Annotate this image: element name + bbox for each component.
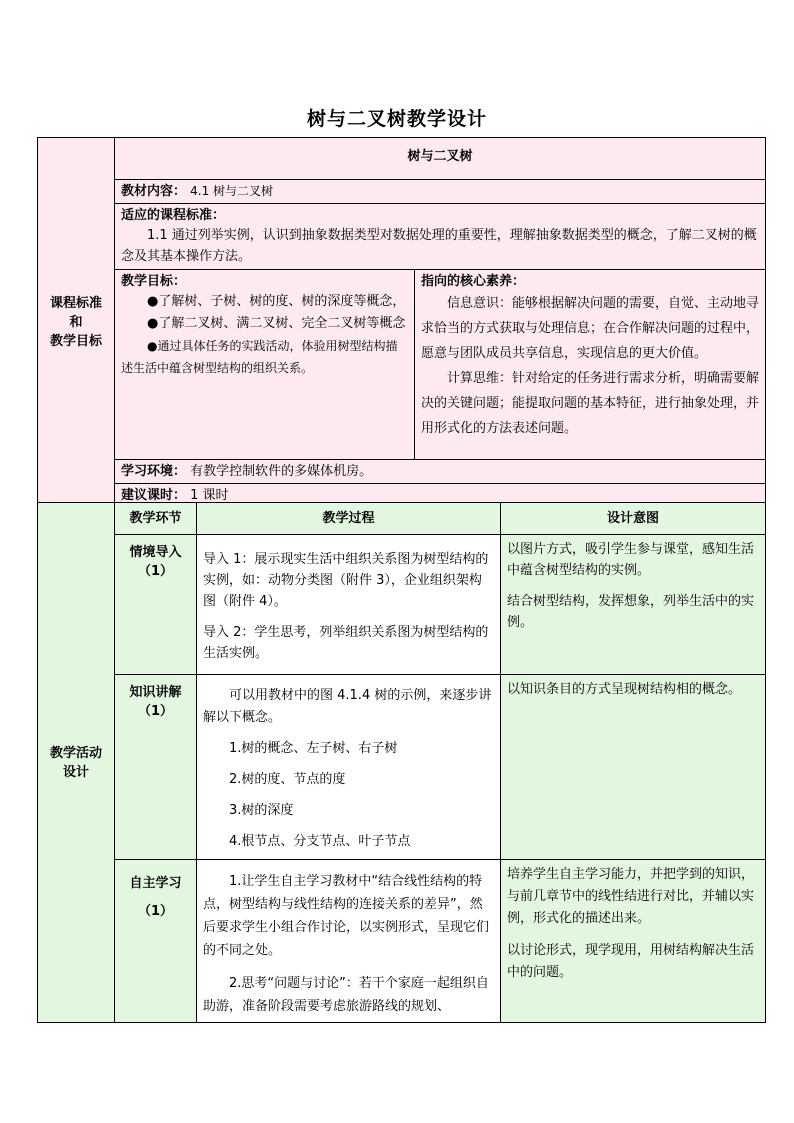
goal-item: ●了解二叉树、满二叉树、完全二叉树等概念 (147, 316, 406, 331)
stage-count: （1） (137, 704, 174, 719)
material-label: 教材内容： (121, 184, 187, 199)
hours-value: 1 课时 (190, 488, 229, 503)
process-cell (197, 535, 501, 675)
goal-item: ●了解树、子树、树的度、树的深度等概念， (147, 294, 406, 309)
literacy-label: 指向的核心素养： (421, 274, 526, 289)
intent-item: 结合树型结构，发挥想象，列举生活中的实例。 (507, 594, 755, 630)
environment-value: 有教学控制软件的多媒体机房。 (190, 464, 373, 479)
material-row (115, 180, 766, 204)
intent-cell (501, 860, 766, 1023)
process-item: 1.让学生自主学习教材中“结合线性结构的特点，树型结构与线性结构的连接关系的差异”，然后要求学生小组合作讨论，以实例形式，呈现它们的不同之处。 (203, 874, 490, 958)
goals-label: 教学目标： (121, 274, 187, 289)
intent-cell (501, 535, 766, 675)
process-cell (197, 675, 501, 860)
intent-item: 以知识条目的方式呈现树结构相的概念。 (507, 682, 742, 697)
intent-item: 以讨论形式，现学现用，用树结构解决生活中的问题。 (507, 943, 755, 980)
material-value: 4.1 树与二叉树 (190, 184, 274, 198)
process-item: 2.思考“问题与讨论”：若干个家庭一起组织自助游，准备阶段需要考虑旅游路线的规划、 (203, 976, 489, 1014)
literacy-item: 信息意识：能够根据解决问题的需要，自觉、主动地寻求恰当的方式获取与处理信息；在合作解决问题的过程中，愿意与团队成员共享信息，实现信息的更大价值。 (421, 296, 760, 361)
environment-label: 学习环境： (121, 464, 187, 479)
standard-text: 1.1 通过列举实例，认识到抽象数据类型对数据处理的重要性，理解抽象数据类型的概念，了解二叉树的概念及其基本操作方法。 (121, 228, 757, 264)
stage-count: （1） (137, 904, 174, 919)
stage-cell (115, 535, 197, 675)
side-label-line: 教学目标 (49, 334, 102, 349)
objectives-table (37, 137, 766, 508)
side-label-line: 教学活动 (49, 745, 102, 761)
section-heading: 树与二叉树 (115, 138, 766, 180)
header-process: 教学过程 (197, 503, 501, 535)
process-item: 1.树的概念、左子树、右子树 (229, 741, 398, 756)
document-title: 树与二叉树教学设计 (306, 108, 487, 130)
goals-cell (115, 270, 415, 460)
stage-cell (115, 675, 197, 860)
stage-count: （1） (137, 564, 174, 579)
side-label-line: 课程标准 (49, 296, 102, 311)
stage-cell (115, 860, 197, 1023)
literacy-item: 计算思维：针对给定的任务进行需求分析，明确需要解决的关键问题；能提取问题的基本特征，进行抽象处理，并用形式化的方法表述问题。 (421, 371, 760, 436)
environment-row (115, 460, 766, 484)
process-item: 可以用教材中的图 4.1.4 树的示例，来逐步讲解以下概念。 (203, 688, 492, 725)
intent-cell (501, 675, 766, 860)
activity-side-label (38, 503, 115, 1023)
objectives-side-label (38, 138, 115, 508)
intent-item: 培养学生自主学习能力，并把学到的知识，与前几章节中的线性结进行对比，并辅以实例，形式化的描述出来。 (507, 867, 755, 926)
intent-item: 以图片方式，吸引学生参与课堂，感知生活中蕴含树型结构的实例。 (507, 542, 755, 578)
process-item: 2.树的度、节点的度 (229, 772, 346, 787)
standard-label: 适应的课程标准： (121, 208, 226, 223)
goal-item: ●通过具体任务的实践活动，体验用树型结构描述生活中蕴含树型结构的组织关系。 (121, 339, 398, 375)
process-item: 3.树的深度 (229, 803, 294, 818)
activity-table (37, 502, 766, 1023)
stage-name: 情境导入 (129, 545, 182, 560)
stage-name: 自主学习 (129, 876, 182, 891)
process-item: 4.根节点、分支节点、叶子节点 (229, 834, 411, 849)
process-item: 导入 2：学生思考，列举组织关系图为树型结构的生活实例。 (203, 625, 489, 661)
standard-row (115, 204, 766, 270)
process-item: 导入 1：展示现实生活中组织关系图为树型结构的实例，如：动物分类图（附件 3），企业组织架构图（附件 4）。 (203, 552, 489, 609)
header-stage: 教学环节 (115, 503, 197, 535)
hours-label: 建议课时： (121, 488, 187, 503)
header-intent: 设计意图 (501, 503, 766, 535)
side-label-line: 和 (69, 315, 83, 330)
literacy-cell (415, 270, 766, 460)
process-cell (197, 860, 501, 1023)
side-label-line: 设计 (62, 764, 89, 780)
stage-name: 知识讲解 (129, 685, 182, 700)
